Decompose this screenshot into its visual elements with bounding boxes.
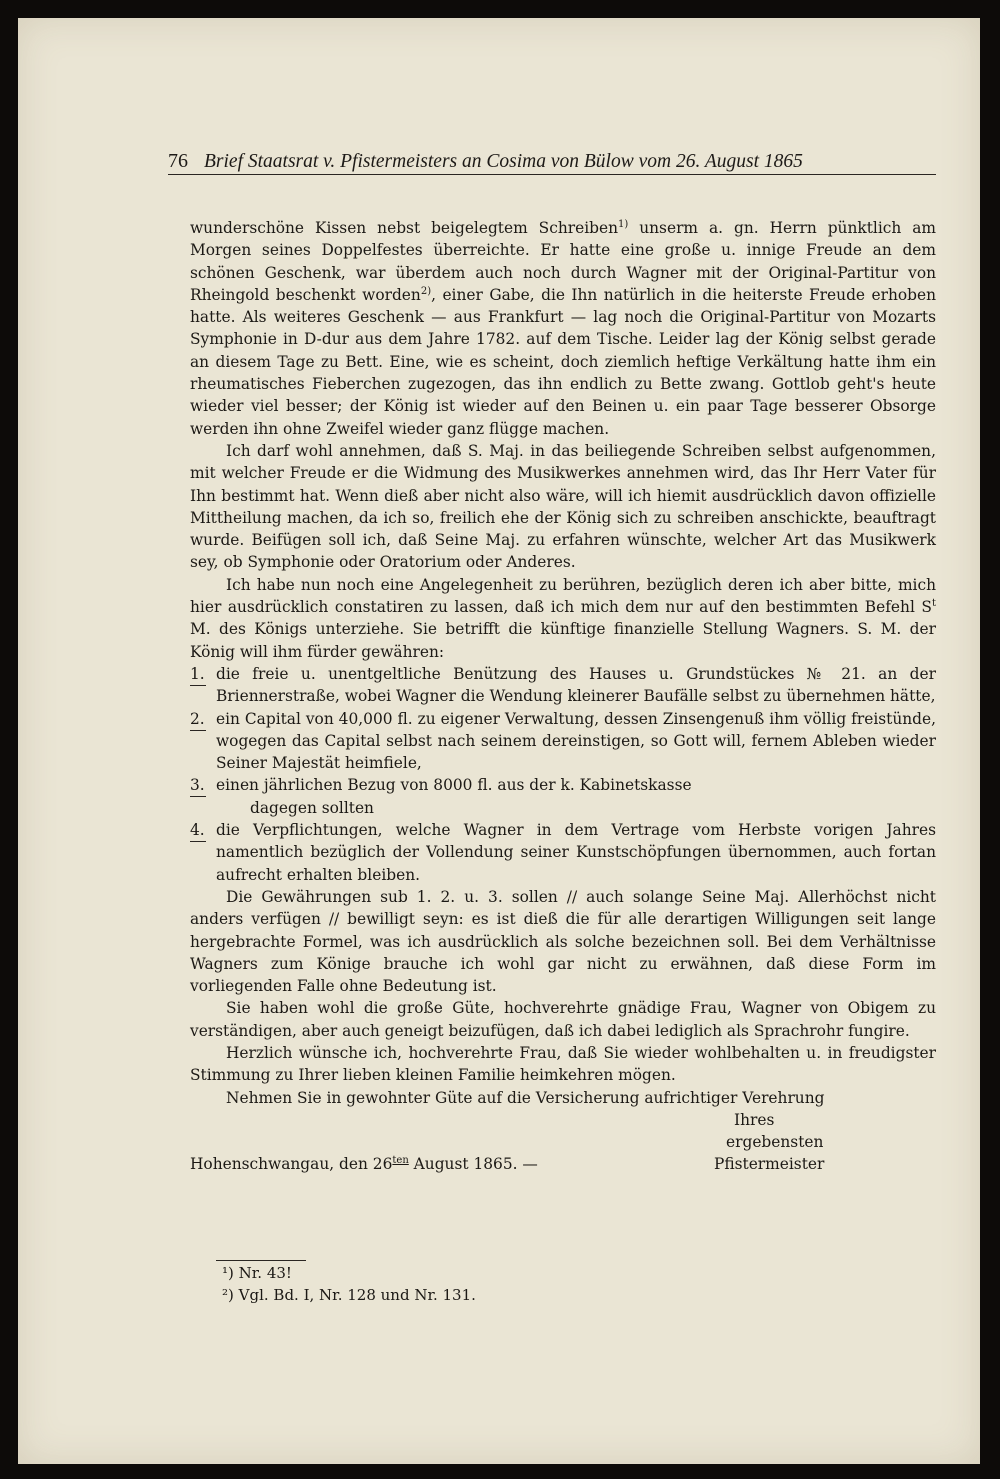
- list-item: 3. einen jährlichen Bezug von 8000 fl. aus der k. Kabinetskasse: [190, 774, 936, 796]
- paragraph-6: Herzlich wünsche ich, hochverehrte Frau, daß Sie wieder wohlbehalten u. in freudigster Stimmung zu Ihrer lieben kleinen Familie heimkehren mögen.: [190, 1043, 936, 1085]
- closing-ihres: Ihres: [734, 1110, 775, 1129]
- list-item: 2. ein Capital von 40,000 fl. zu eigener Verwaltung, dessen Zinsengenuß ihm völlig freistünde, wogegen das Capital selbst nach seinem dereinstigen, so Gott will, fernem Ableben wieder Seiner Majestät heimfiele,: [190, 709, 936, 773]
- closing-ergebensten: ergebensten: [726, 1132, 824, 1151]
- signature-name: Pfistermeister: [714, 1154, 825, 1173]
- signature-block: [190, 1109, 936, 1177]
- book-page: [18, 18, 980, 1464]
- paragraph-5: Sie haben wohl die große Güte, hochverehrte gnädige Frau, Wagner von Obigem zu verständigen, aber auch geneigt beizufügen, daß ich dabei lediglich als Sprachrohr fungire.: [190, 999, 936, 1040]
- footnote-ref-2: 2): [420, 285, 432, 297]
- page-number: 76: [168, 150, 188, 172]
- list-item: 1. die freie u. unentgeltliche Benützung des Hauses u. Grundstückes № 21. an der Briennerstraße, wobei Wagner die Wendung kleinerer Baufälle selbst zu übernehmen hätte,: [190, 664, 936, 706]
- running-header: [168, 148, 936, 175]
- footnote-rule: [216, 1260, 306, 1261]
- list-item-continuation: dagegen sollten: [250, 798, 374, 817]
- footnote-2: ²) Vgl. Bd. I, Nr. 128 und Nr. 131.: [222, 1286, 476, 1304]
- paragraph-2: Ich darf wohl annehmen, daß S. Maj. in das beiliegende Schreiben selbst aufgenommen, mit welcher Freude er die Widmung des Musikwerkes annehmen wird, das Ihr Herr Vater für Ihn bestimmt hat. Wenn dieß aber nicht also wäre, will ich hiemit ausdrücklich davon offizielle Mittheilung machen, da ich so, freilich ehe der König sich zu schreiben anschickte, beauftragt wurde. Beifügen soll ich, daß Seine Maj. zu erfahren wünschte, welcher Art das Musikwerk sey, ob Symphonie oder Oratorium oder Anderes.: [190, 441, 936, 572]
- footnote-ref-1: 1): [618, 218, 629, 230]
- paragraph-1: wunderschöne Kissen nebst beigelegtem Schreiben$^{1)}$ unserm a. gn. Herrn pünktlich am Morgen seines Doppelfestes überreichte. Er hatte eine große u. innige Freude an dem schönen Geschenk, war überdem auch noch durch Wagner mit der Original-Partitur von Rheingold beschenkt worden$^{2)}$, einer Gabe, die Ihn natürlich in die heiterste Freude erhoben hatte. Als weiteres Geschenk — aus Frankfurt — lag noch die Original-Partitur von Mozarts Symphonie in D-dur aus dem Jahre 1782. auf dem Tische. Leider lag der König selbst gerade an diesem Tage zu Bett. Eine, wie es scheint, doch ziemlich heftige Verkältung hatte ihm ein rheumatisches Fieberchen zugezogen, das ihn endlich zu Bette zwang. Gottlob geht's heute wieder viel besser; der König ist wieder auf den Beinen u. ein paar Tage besserer Obsorge werden ihn ohne Zweifel wieder ganz flügge machen.: [190, 218, 936, 438]
- place-date: Hohenschwangau, den $26^{ten}$ August 1865. —: [190, 1154, 538, 1173]
- running-title: Brief Staatsrat v. Pfistermeisters an Cosima von Bülow vom 26. August 1865: [204, 151, 803, 172]
- closing-line: Nehmen Sie in gewohnter Güte auf die Versicherung aufrichtiger Verehrung: [226, 1088, 825, 1107]
- paragraph-4: Die Gewährungen sub 1. 2. u. 3. sollen // auch solange Seine Maj. Allerhöchst nicht anders verfügen // bewilligt seyn: es ist dieß die für alle derartigen Willigungen seit lange hergebrachte Formel, was ich ausdrücklich als solche bezeichnen soll. Bei dem Verhältnisse Wagners zum Könige brauche ich wohl gar nicht zu erwähnen, daß diese Form im vorliegenden Falle ohne Bedeutung ist.: [190, 887, 936, 996]
- paragraph-3: Ich habe nun noch eine Angelegenheit zu berühren, bezüglich deren ich aber bitte, mich hier ausdrücklich constatiren zu lassen, daß ich mich dem nur auf den bestimmten Befehl $S^t$ M. des Königs unterziehe. Sie betrifft die künftige finanzielle Stellung Wagners. S. M. der König will ihm fürder gewähren:: [190, 575, 936, 661]
- letter-body: [190, 217, 936, 1177]
- footnote-1: ¹) Nr. 43!: [222, 1264, 292, 1282]
- list-item: 4. die Verpflichtungen, welche Wagner in dem Vertrage vom Herbste vorigen Jahres namentlich bezüglich der Vollendung seiner Kunstschöpfungen übernommen, auch fortan aufrecht erhalten bleiben.: [190, 821, 936, 884]
